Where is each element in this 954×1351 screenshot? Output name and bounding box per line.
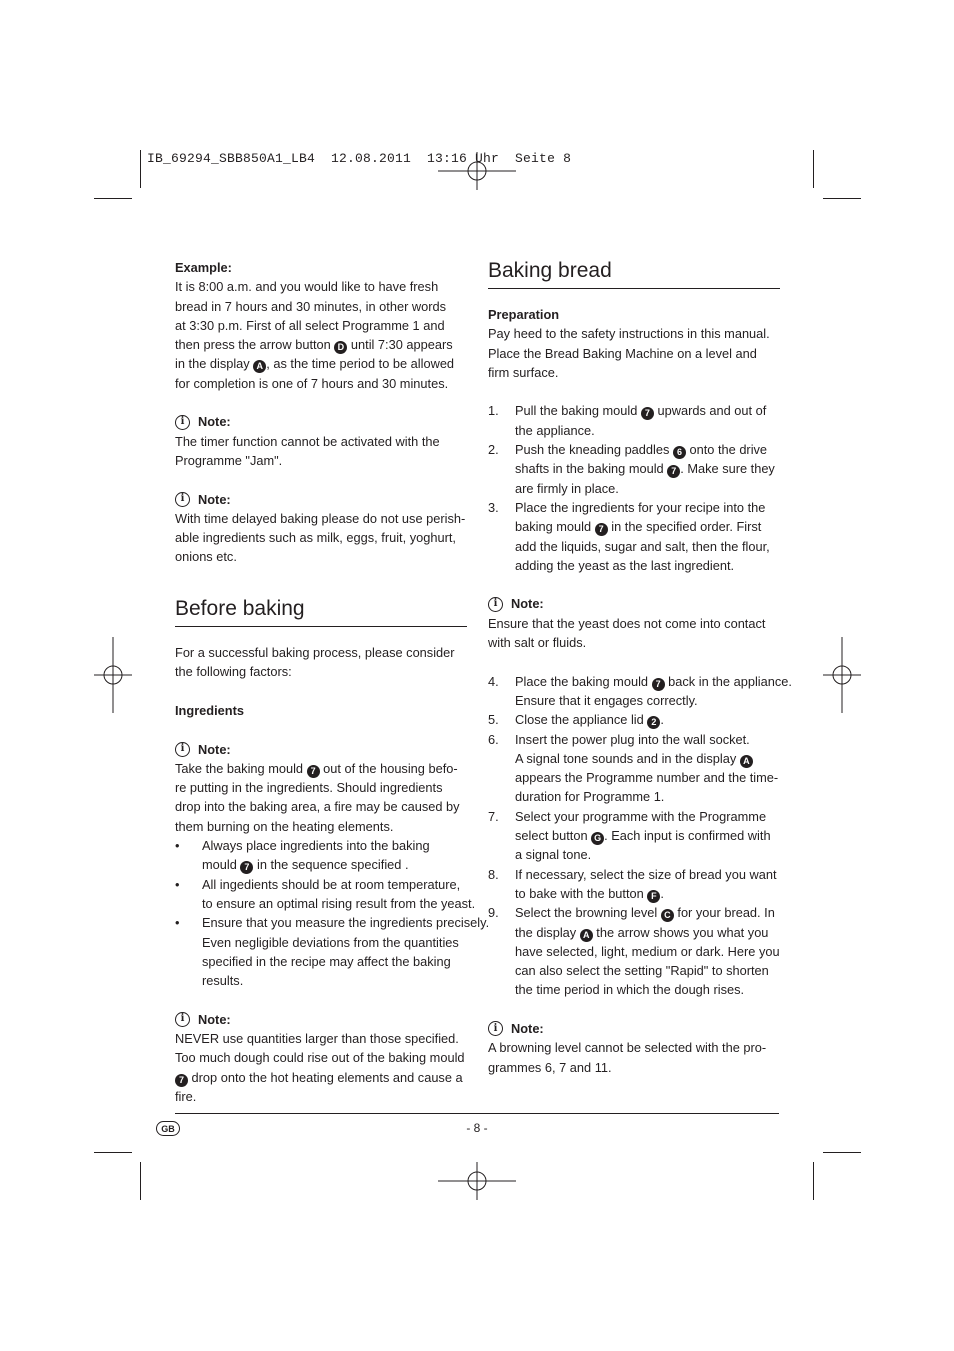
browning-button-ref-badge: C bbox=[661, 909, 674, 922]
display-ref-badge: A bbox=[740, 755, 753, 768]
example-heading: Example: bbox=[175, 260, 232, 275]
crop-mark bbox=[813, 1162, 814, 1200]
baking-mould-ref-badge: 7 bbox=[641, 407, 654, 420]
footer-rule bbox=[175, 1113, 779, 1114]
kneading-paddle-ref-badge: 6 bbox=[673, 446, 686, 459]
text-line: drop into the baking area, a fire may be caused by bbox=[175, 799, 460, 815]
size-button-ref-badge: F bbox=[647, 890, 660, 903]
list-item: • Always place ingredients into the baking mould 7 in the sequence specified . bbox=[175, 836, 467, 875]
info-icon: i bbox=[175, 492, 190, 507]
text-line: then press the arrow button D until 7:30 appears bbox=[175, 337, 453, 353]
text-line: able ingredients such as milk, eggs, fruit, yoghurt, bbox=[175, 530, 456, 546]
bullet-mark: • bbox=[175, 915, 180, 931]
list-item: 5. Close the appliance lid 2 . bbox=[488, 710, 780, 729]
list-item: 9. Select the browning level C for your bread. In the display A the arrow shows you what you have selected, light, medium or dark. Here you can also select the setting "Rapid" to shorten the time period in which the dough rises. bbox=[488, 903, 780, 999]
text-line: re putting in the ingredients. Should ingredients bbox=[175, 780, 443, 796]
info-icon: i bbox=[488, 1021, 503, 1036]
baking-mould-ref-badge: 7 bbox=[652, 678, 665, 691]
arrow-button-ref-badge: D bbox=[334, 341, 347, 354]
baking-mould-ref-badge: 7 bbox=[595, 523, 608, 536]
programme-button-ref-badge: G bbox=[591, 832, 604, 845]
left-column bbox=[175, 258, 490, 1106]
list-item: 1. Pull the baking mould 7 upwards and out of the appliance. bbox=[488, 401, 780, 440]
note-heading: i Note: bbox=[175, 490, 467, 509]
crop-mark bbox=[94, 198, 132, 199]
text-line: A browning level cannot be selected with the pro- bbox=[488, 1040, 767, 1056]
text-line: them burning on the heating elements. bbox=[175, 818, 394, 834]
text-line: firm surface. bbox=[488, 364, 559, 380]
text-line: With time delayed baking please do not use perish- bbox=[175, 510, 466, 526]
text-line: NEVER use quantities larger than those specified. bbox=[175, 1030, 459, 1046]
display-ref-badge: A bbox=[580, 929, 593, 942]
list-item: 2. Push the kneading paddles 6 onto the drive shafts in the baking mould 7 . Make sure they are firmly in place. bbox=[488, 440, 780, 498]
text-line: Programme "Jam". bbox=[175, 452, 283, 468]
text-line: in the display A , as the time period to be allowed bbox=[175, 356, 455, 372]
text-line: The timer function cannot be activated with the bbox=[175, 433, 440, 449]
bullet-mark: • bbox=[175, 838, 180, 854]
text-line: Take the baking mould 7 out of the housing befo- bbox=[175, 760, 458, 776]
bullet-mark: • bbox=[175, 876, 180, 892]
step-number: 2. bbox=[488, 442, 499, 458]
step-number: 5. bbox=[488, 712, 499, 728]
text-line: for completion is one of 7 hours and 30 minutes. bbox=[175, 375, 449, 391]
step-number: 3. bbox=[488, 499, 499, 515]
step-number: 7. bbox=[488, 808, 499, 824]
step-number: 6. bbox=[488, 731, 499, 747]
info-icon: i bbox=[175, 1012, 190, 1027]
section-heading-baking-bread: Baking bread bbox=[488, 258, 780, 289]
crop-mark bbox=[140, 1162, 141, 1200]
text-line: with salt or fluids. bbox=[488, 635, 587, 651]
list-item: 7. Select your programme with the Programme select button G . Each input is confirmed with a signal tone. bbox=[488, 807, 780, 865]
crop-mark bbox=[94, 1152, 132, 1153]
ingredients-heading: Ingredients bbox=[175, 702, 244, 718]
text-line: at 3:30 p.m. First of all select Programme 1 and bbox=[175, 317, 445, 333]
info-icon: i bbox=[175, 742, 190, 757]
text-line: For a successful baking process, please consider bbox=[175, 645, 455, 661]
text-line: Too much dough could rise out of the baking mould bbox=[175, 1050, 465, 1066]
text-line: It is 8:00 a.m. and you would like to have fresh bbox=[175, 279, 439, 295]
registration-mark-icon bbox=[823, 637, 861, 713]
text-line: Pay heed to the safety instructions in this manual. bbox=[488, 326, 770, 342]
note-heading: i Note: bbox=[488, 594, 780, 613]
step-number: 9. bbox=[488, 905, 499, 921]
country-badge: GB bbox=[156, 1121, 180, 1136]
text-line: bread in 7 hours and 30 minutes, in other words bbox=[175, 298, 447, 314]
info-icon: i bbox=[175, 415, 190, 430]
crop-mark bbox=[823, 1152, 861, 1153]
preparation-heading: Preparation bbox=[488, 307, 560, 322]
page-number: - 8 - bbox=[466, 1121, 488, 1135]
registration-mark-icon bbox=[438, 1162, 516, 1200]
info-icon: i bbox=[488, 597, 503, 612]
list-item: 3. Place the ingredients for your recipe into the baking mould 7 in the specified order. First add the liquids, sugar and salt, then the flour, adding the yeast as the last ingredient. bbox=[488, 498, 780, 575]
crop-mark bbox=[823, 198, 861, 199]
list-item: • All ingedients should be at room temperature, to ensure an optimal rising result from the yeast. bbox=[175, 875, 467, 914]
right-column bbox=[488, 258, 792, 1077]
crop-mark bbox=[813, 150, 814, 188]
step-number: 1. bbox=[488, 403, 499, 419]
text-line: 7 drop onto the hot heating elements and cause a bbox=[175, 1068, 467, 1087]
text-line: fire. bbox=[175, 1088, 197, 1104]
baking-mould-ref-badge: 7 bbox=[667, 465, 680, 478]
list-item: 8. If necessary, select the size of bread you want to bake with the button F . bbox=[488, 865, 780, 904]
print-slug-line: IB_69294_SBB850A1_LB4 12.08.2011 13:16 Uhr Seite 8 bbox=[147, 151, 572, 166]
baking-mould-ref-badge: 7 bbox=[240, 861, 253, 874]
step-number: 8. bbox=[488, 866, 499, 882]
note-heading: i Note: bbox=[175, 412, 467, 431]
text-line: Ensure that the yeast does not come into contact bbox=[488, 615, 766, 631]
list-item: 6. Insert the power plug into the wall socket. A signal tone sounds and in the display A appears the Programme number and the time- duration for Programme 1. bbox=[488, 730, 780, 807]
crop-mark bbox=[140, 150, 141, 188]
text-line: onions etc. bbox=[175, 549, 237, 565]
text-line: Place the Bread Baking Machine on a level and bbox=[488, 345, 757, 361]
note-heading: i Note: bbox=[175, 1010, 467, 1029]
section-heading-before-baking: Before baking bbox=[175, 596, 467, 627]
baking-mould-ref-badge: 7 bbox=[307, 765, 320, 778]
lid-ref-badge: 2 bbox=[647, 716, 660, 729]
text-line: grammes 6, 7 and 11. bbox=[488, 1059, 612, 1075]
registration-mark-icon bbox=[94, 637, 132, 713]
note-heading: i Note: bbox=[488, 1019, 780, 1038]
note-heading: i Note: bbox=[175, 740, 467, 759]
list-item: • Ensure that you measure the ingredients precisely. Even negligible deviations from the quantities specified in the recipe may affect the baking results. bbox=[175, 913, 467, 990]
step-number: 4. bbox=[488, 673, 499, 689]
baking-mould-ref-badge: 7 bbox=[175, 1074, 188, 1087]
list-item: 4. Place the baking mould 7 back in the appliance. Ensure that it engages correctly. bbox=[488, 672, 780, 711]
text-line: the following factors: bbox=[175, 664, 292, 680]
display-ref-badge: A bbox=[253, 360, 266, 373]
